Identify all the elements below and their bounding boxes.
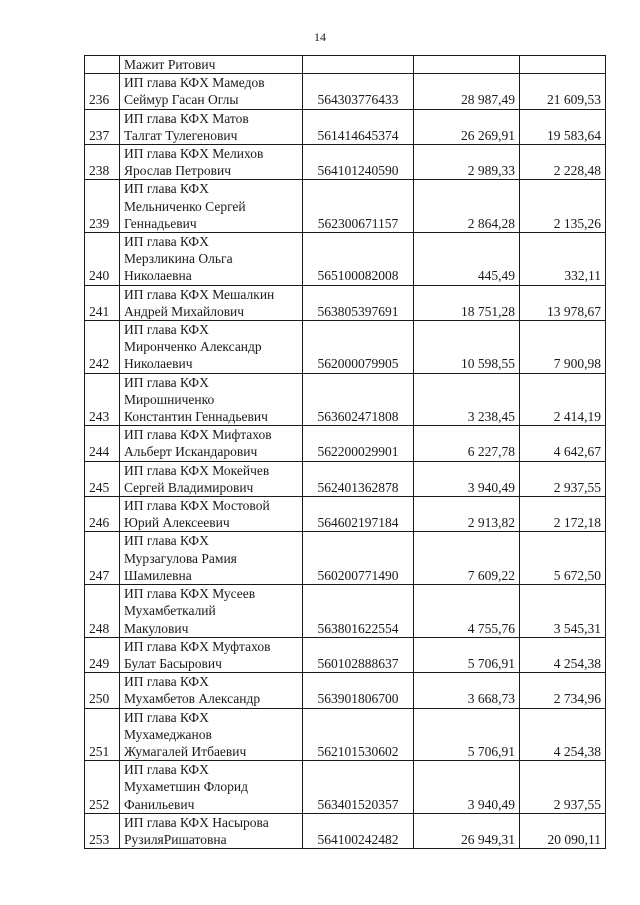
inn-cell: 565100082008	[303, 233, 414, 286]
amount-2-cell: 332,11	[520, 233, 606, 286]
amount-1-cell	[414, 56, 520, 74]
table-row	[85, 426, 606, 461]
table-row	[85, 637, 606, 672]
registry-table-body	[85, 56, 606, 849]
row-number-cell	[85, 56, 120, 74]
amount-1-cell: 5 706,91	[414, 708, 520, 761]
farm-name-cell: ИП глава КФХ Мельниченко Сергей Геннадьевич	[120, 180, 303, 233]
inn-cell: 561414645374	[303, 109, 414, 144]
amount-1-cell: 6 227,78	[414, 426, 520, 461]
farm-name-cell: ИП глава КФХ Мокейчев Сергей Владимирович	[120, 461, 303, 496]
amount-2-cell: 7 900,98	[520, 321, 606, 374]
inn-cell: 563901806700	[303, 673, 414, 708]
inn-cell: 564602197184	[303, 497, 414, 532]
amount-1-cell: 3 238,45	[414, 373, 520, 426]
row-number-cell: 240	[85, 233, 120, 286]
row-number-cell: 239	[85, 180, 120, 233]
farm-name-cell: ИП глава КФХ Матов Талгат Тулегенович	[120, 109, 303, 144]
inn-cell: 562200029901	[303, 426, 414, 461]
farm-name-cell: ИП глава КФХ Мухамбетов Александр	[120, 673, 303, 708]
row-number-cell: 244	[85, 426, 120, 461]
table-row	[85, 461, 606, 496]
farm-name-cell: ИП глава КФХ Мухамеджанов Жумагалей Итбаевич	[120, 708, 303, 761]
amount-2-cell: 2 937,55	[520, 461, 606, 496]
inn-cell: 564100242482	[303, 813, 414, 848]
farm-name-cell: ИП глава КФХ Мамедов Сеймур Гасан Оглы	[120, 74, 303, 109]
amount-1-cell: 26 269,91	[414, 109, 520, 144]
amount-1-cell: 3 940,49	[414, 761, 520, 814]
row-number-cell: 246	[85, 497, 120, 532]
table-row	[85, 233, 606, 286]
registry-table	[84, 55, 606, 849]
inn-cell: 563602471808	[303, 373, 414, 426]
farm-name-cell: ИП глава КФХ Насырова РузиляРишатовна	[120, 813, 303, 848]
row-number-cell: 250	[85, 673, 120, 708]
amount-1-cell: 28 987,49	[414, 74, 520, 109]
row-number-cell: 253	[85, 813, 120, 848]
table-row	[85, 532, 606, 585]
amount-2-cell: 20 090,11	[520, 813, 606, 848]
farm-name-cell: ИП глава КФХ Мешалкин Андрей Михайлович	[120, 285, 303, 320]
inn-cell	[303, 56, 414, 74]
amount-2-cell: 2 414,19	[520, 373, 606, 426]
table-row	[85, 373, 606, 426]
row-number-cell: 243	[85, 373, 120, 426]
amount-1-cell: 4 755,76	[414, 585, 520, 638]
table-row	[85, 145, 606, 180]
table-row	[85, 761, 606, 814]
amount-2-cell: 19 583,64	[520, 109, 606, 144]
inn-cell: 562101530602	[303, 708, 414, 761]
inn-cell: 563401520357	[303, 761, 414, 814]
inn-cell: 560200771490	[303, 532, 414, 585]
amount-2-cell: 4 642,67	[520, 426, 606, 461]
inn-cell: 562300671157	[303, 180, 414, 233]
inn-cell: 564101240590	[303, 145, 414, 180]
row-number-cell: 238	[85, 145, 120, 180]
inn-cell: 563805397691	[303, 285, 414, 320]
inn-cell: 560102888637	[303, 637, 414, 672]
amount-1-cell: 5 706,91	[414, 637, 520, 672]
farm-name-cell: ИП глава КФХ Муфтахов Булат Басырович	[120, 637, 303, 672]
table-row	[85, 109, 606, 144]
farm-name-cell: ИП глава КФХ Миронченко Александр Николаевич	[120, 321, 303, 374]
farm-name-cell: ИП глава КФХ Мусеев Мухамбеткалий Макулович	[120, 585, 303, 638]
table-row	[85, 673, 606, 708]
amount-2-cell: 2 228,48	[520, 145, 606, 180]
amount-2-cell: 2 172,18	[520, 497, 606, 532]
table-row	[85, 497, 606, 532]
row-number-cell: 242	[85, 321, 120, 374]
amount-2-cell: 2 734,96	[520, 673, 606, 708]
table-row	[85, 708, 606, 761]
farm-name-cell: ИП глава КФХ Мерзликина Ольга Николаевна	[120, 233, 303, 286]
amount-1-cell: 2 913,82	[414, 497, 520, 532]
amount-2-cell	[520, 56, 606, 74]
amount-1-cell: 3 668,73	[414, 673, 520, 708]
amount-2-cell: 5 672,50	[520, 532, 606, 585]
row-number-cell: 249	[85, 637, 120, 672]
amount-1-cell: 18 751,28	[414, 285, 520, 320]
row-number-cell: 241	[85, 285, 120, 320]
amount-1-cell: 2 864,28	[414, 180, 520, 233]
table-row	[85, 285, 606, 320]
amount-2-cell: 13 978,67	[520, 285, 606, 320]
farm-name-cell: ИП глава КФХ Мухаметшин Флорид Фанильевич	[120, 761, 303, 814]
amount-1-cell: 26 949,31	[414, 813, 520, 848]
farm-name-cell: ИП глава КФХ Мирошниченко Константин Геннадьевич	[120, 373, 303, 426]
amount-2-cell: 4 254,38	[520, 708, 606, 761]
amount-1-cell: 3 940,49	[414, 461, 520, 496]
table-row	[85, 813, 606, 848]
farm-name-cell: ИП глава КФХ Мурзагулова Рамия Шамилевна	[120, 532, 303, 585]
amount-2-cell: 3 545,31	[520, 585, 606, 638]
farm-name-cell: ИП глава КФХ Мелихов Ярослав Петрович	[120, 145, 303, 180]
inn-cell: 562000079905	[303, 321, 414, 374]
row-number-cell: 248	[85, 585, 120, 638]
table-row	[85, 180, 606, 233]
inn-cell: 562401362878	[303, 461, 414, 496]
row-number-cell: 252	[85, 761, 120, 814]
amount-2-cell: 4 254,38	[520, 637, 606, 672]
inn-cell: 564303776433	[303, 74, 414, 109]
amount-1-cell: 10 598,55	[414, 321, 520, 374]
amount-1-cell: 7 609,22	[414, 532, 520, 585]
amount-2-cell: 2 135,26	[520, 180, 606, 233]
row-number-cell: 247	[85, 532, 120, 585]
row-number-cell: 237	[85, 109, 120, 144]
amount-2-cell: 21 609,53	[520, 74, 606, 109]
farm-name-cell: Мажит Ритович	[120, 56, 303, 74]
farm-name-cell: ИП глава КФХ Мифтахов Альберт Искандарович	[120, 426, 303, 461]
row-number-cell: 245	[85, 461, 120, 496]
farm-name-cell: ИП глава КФХ Мостовой Юрий Алексеевич	[120, 497, 303, 532]
inn-cell: 563801622554	[303, 585, 414, 638]
table-row	[85, 321, 606, 374]
amount-1-cell: 2 989,33	[414, 145, 520, 180]
amount-1-cell: 445,49	[414, 233, 520, 286]
row-number-cell: 251	[85, 708, 120, 761]
table-row	[85, 585, 606, 638]
page-number: 14	[314, 30, 326, 44]
amount-2-cell: 2 937,55	[520, 761, 606, 814]
row-number-cell: 236	[85, 74, 120, 109]
table-row-continuation	[85, 56, 606, 74]
table-row	[85, 74, 606, 109]
